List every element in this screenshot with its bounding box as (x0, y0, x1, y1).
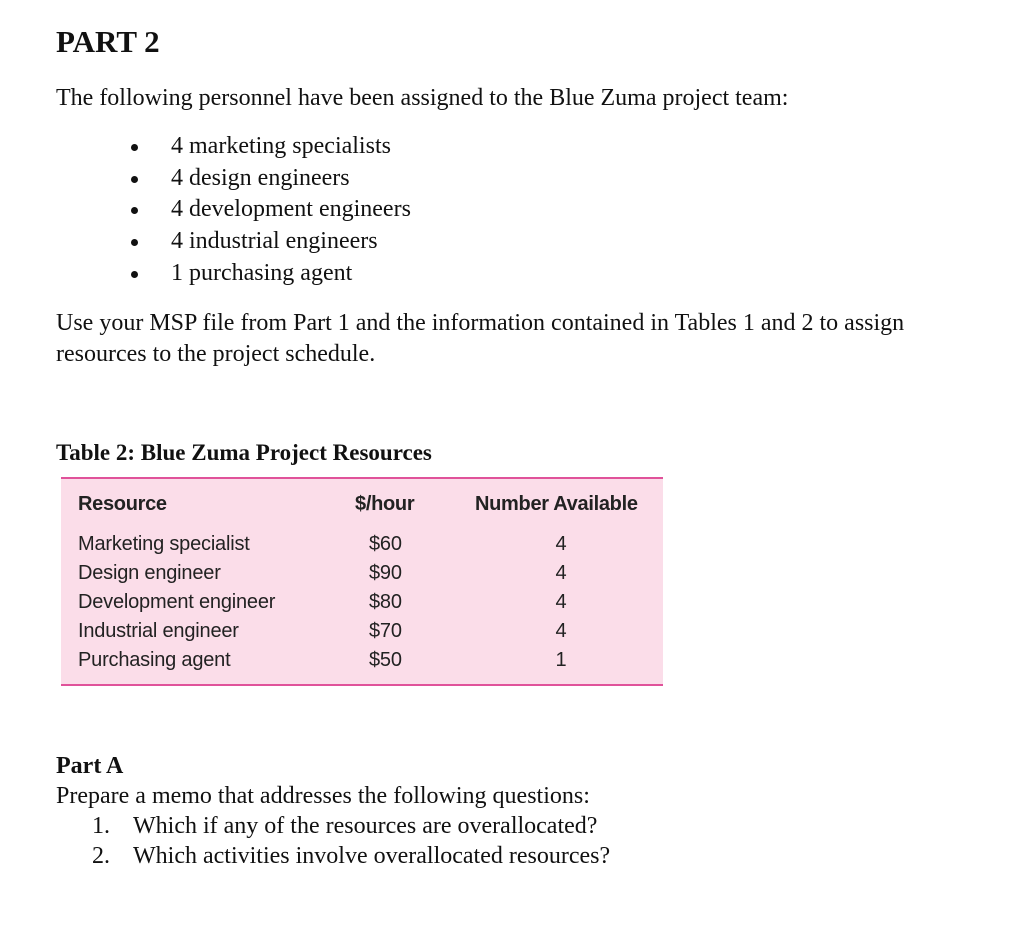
personnel-item: 1 purchasing agent (171, 259, 353, 286)
table-cell-available: 1 (555, 649, 567, 671)
part-a-heading: Part A (56, 753, 124, 779)
list-item (122, 226, 411, 258)
personnel-item: 4 marketing specialists (171, 133, 391, 159)
table-cell-rate: $50 (369, 649, 402, 671)
table-caption: Table 2: Blue Zuma Project Resources (56, 440, 432, 465)
instructions-paragraph: Use your MSP file from Part 1 and the information contained in Tables 1 and 2 to assign resources to the project schedule. (56, 310, 905, 367)
bullet-icon (131, 176, 138, 183)
bullet-icon (131, 239, 138, 246)
question-number: 1. (92, 813, 110, 839)
table-cell-rate: $80 (369, 591, 402, 613)
column-header-resource: Resource (78, 493, 167, 515)
bullet-icon (131, 144, 138, 151)
table-cell-resource: Development engineer (78, 591, 276, 613)
memo-prompt: Prepare a memo that addresses the following questions: (56, 783, 590, 809)
column-header-rate: $/hour (355, 493, 415, 515)
table-cell-resource: Industrial engineer (78, 620, 239, 642)
column-header-available: Number Available (475, 493, 638, 515)
table-cell-available: 4 (555, 620, 567, 642)
rate-column (369, 530, 402, 675)
list-item (92, 811, 610, 841)
personnel-item: 4 design engineers (171, 164, 350, 191)
list-item (122, 258, 411, 290)
table-cell-available: 4 (555, 591, 567, 613)
bullet-icon (131, 207, 138, 214)
table-cell-available: 4 (555, 562, 567, 584)
table-cell-resource: Marketing specialist (78, 533, 250, 555)
list-item (122, 131, 411, 163)
table-cell-resource: Purchasing agent (78, 649, 231, 671)
available-column (553, 530, 569, 675)
part-title: PART 2 (56, 24, 160, 59)
resources-table (61, 477, 663, 686)
list-item (122, 194, 411, 226)
table-cell-rate: $60 (369, 533, 402, 555)
questions-list (92, 811, 610, 871)
list-item (92, 841, 610, 871)
question-number: 2. (92, 843, 110, 869)
table-cell-rate: $70 (369, 620, 402, 642)
intro-paragraph: The following personnel have been assigned to the Blue Zuma project team: (56, 85, 789, 111)
table-cell-rate: $90 (369, 562, 402, 584)
bullet-icon (131, 271, 138, 278)
personnel-item: 4 industrial engineers (171, 228, 378, 255)
table-cell-available: 4 (555, 533, 567, 555)
personnel-item: 4 development engineers (171, 196, 411, 223)
resource-column (78, 530, 275, 675)
question-text: Which if any of the resources are overallocated? (133, 813, 598, 839)
question-text: Which activities involve overallocated resources? (133, 843, 611, 869)
list-item (122, 163, 411, 195)
table-cell-resource: Design engineer (78, 562, 221, 584)
personnel-list (122, 131, 411, 289)
